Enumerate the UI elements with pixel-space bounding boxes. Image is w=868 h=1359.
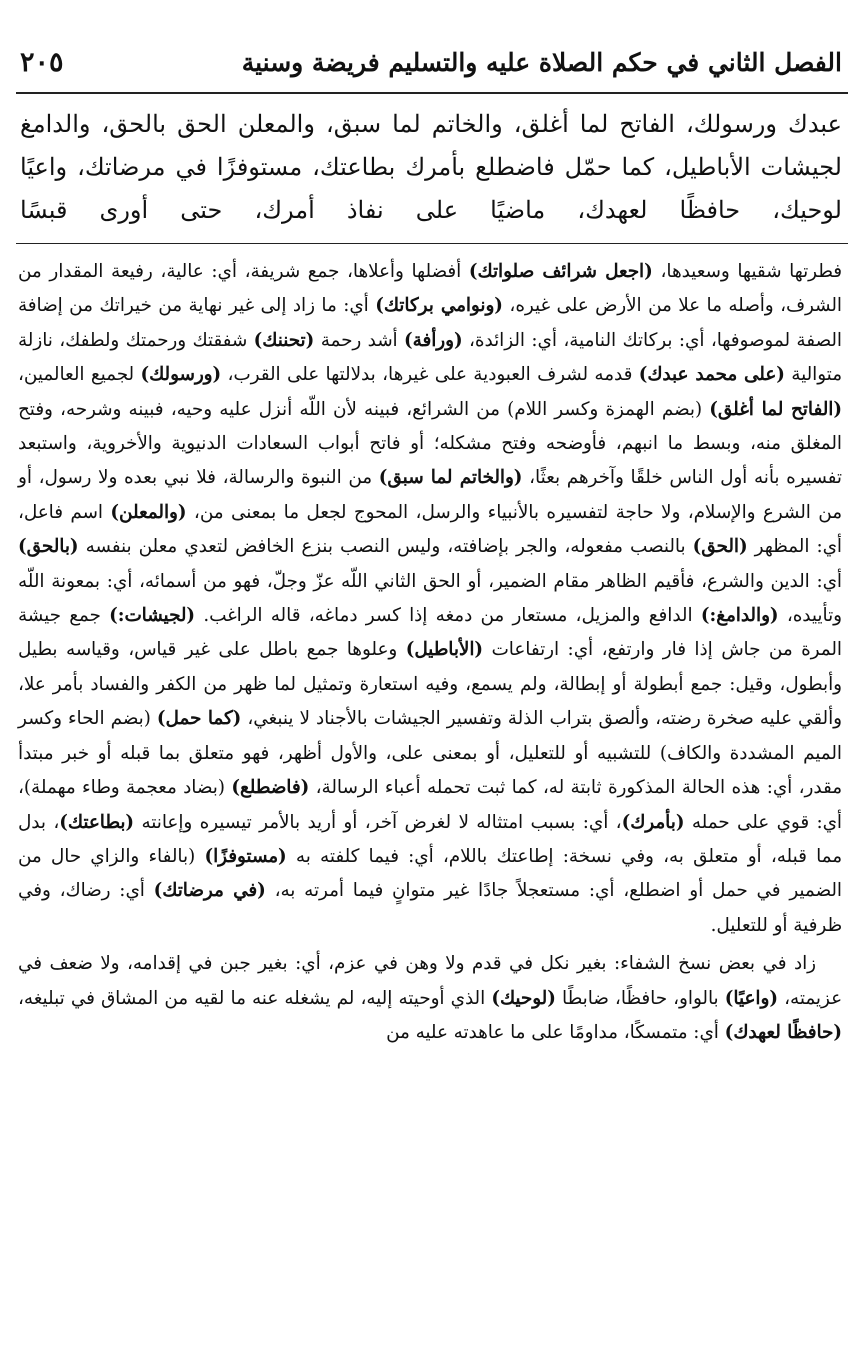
commentary-text: من النبوة والرسالة، فلا نبي بعده ولا رسول، أو من الشرع والإسلام، ولا حاجة لتفسيره بالأنبياء والرسل، المحوج لجعل ما بمعنى من،	[18, 467, 842, 523]
commentary-text: أي: متمسكًا، مداومًا على ما عاهدته عليه من	[386, 1021, 725, 1043]
commentary-text: شفقتك ورحمتك ولطفك، نازلة متوالية	[18, 329, 842, 386]
quoted-phrase: (كما حمل)	[156, 708, 242, 730]
quoted-phrase: (واعيًا)	[724, 987, 778, 1009]
quoted-phrase: (حافظًا لعهدك)	[724, 1021, 842, 1043]
commentary-text: أفضلها وأعلاها، جمع شريفة، أي: عالية، رفيعة المقدار من الشرف، وأصله ما علا من الأرض على غيره،	[18, 261, 842, 317]
quoted-phrase: (ورأفة)	[404, 329, 463, 351]
commentary-block	[18, 255, 842, 1050]
commentary-text: جمع جيشة المرة من جاش إذا فار وارتفع، أي: ارتفاعات	[18, 605, 842, 661]
quoted-phrase: (الأباطيل)	[405, 639, 484, 661]
quoted-phrase: (والمعلن)	[110, 501, 187, 523]
quoted-phrase: (لوحيك)	[491, 987, 556, 1009]
commentary-text: أي: الدين والشرع، فأقيم الظاهر مقام الضمير، أو الحق الثاني اللّه عزّ وجلّ، فهو من أسمائه، أي: بمعونة اللّه وتأييده،	[18, 570, 842, 627]
header-rule	[16, 92, 848, 94]
quoted-phrase: (الفاتح لما أغلق)	[709, 398, 843, 420]
commentary-text: (بضاد معجمة وطاء مهملة)، أي: قوي على حمله	[18, 777, 842, 833]
commentary-separator	[16, 243, 848, 244]
commentary-text: ، أي: بسبب امتثاله لا لغرض آخر، أو أريد بالأمر تيسيره وإعانته	[134, 811, 622, 833]
commentary-text: بالنصب مفعوله، والجر بإضافته، وليس النصب بنزع الخافض لتعدي معلن بنفسه	[78, 536, 693, 558]
commentary-text: زاد في بعض نسخ الشفاء: بغير نكل في قدم ولا وهن في عزم، أي: بغير جبن في إقدامه، ولا ضعف في عزيمته،	[18, 953, 842, 1009]
quoted-phrase: (لجيشات:)	[109, 605, 196, 627]
quoted-phrase: (الحق)	[692, 536, 748, 558]
quoted-phrase: (ونوامي بركاتك)	[375, 295, 503, 317]
quoted-phrase: (ورسولك)	[140, 364, 222, 386]
chapter-title: الفصل الثاني في حكم الصلاة عليه والتسليم فريضة وسنية	[241, 47, 842, 77]
commentary-paragraph-2	[18, 947, 842, 1050]
commentary-text: وعلوها جمع باطل على غير قياس، وقياسه بطيل وأبطول، وقيل: جمع أبطولة أو إبطالة، ولم يسمع، وفيه استعارة وتمثيل لما ظهر من الكفر والفساد بأمر علا، وألقي عليه صخرة رضته، وألصق بتراب الذلة وتفسير الجيشات بالأجناد لا ينبغي،	[18, 639, 842, 730]
commentary-text: (بضم الحاء وكسر الميم المشددة والكاف) للتشبيه أو للتعليل، أو بمعنى على، والأول أظهر، فهو متعلق بما قبله أو خبر مبتدأ مقدر، أي: هذه الحالة المذكورة ثابتة له، كما ثبت تحمله أعباء الرسالة،	[18, 708, 843, 799]
quoted-phrase: (بالحق)	[18, 536, 79, 558]
quoted-phrase: (اجعل شرائف صلواتك)	[468, 261, 653, 282]
commentary-text: بالواو، حافظًا، ضابطًا	[555, 987, 725, 1009]
commentary-text: قدمه لشرف العبودية على غيرها، بدلالتها على القرب،	[221, 364, 639, 386]
page-number: ٢٠٥	[20, 46, 64, 78]
commentary-text: أي: رضاك، وفي ظرفية أو للتعليل.	[18, 880, 842, 936]
quoted-phrase: (تحننك)	[253, 329, 315, 351]
quoted-phrase: (في مرضاتك)	[153, 880, 266, 902]
quoted-phrase: (على محمد عبدك)	[638, 364, 785, 386]
commentary-text: أي: ما زاد إلى غير نهاية من خيراتك من إضافة الصفة لموصوفها، أي: بركاتك النامية، أي: الزائدة،	[18, 295, 842, 351]
commentary-text: ، بدل مما قبله، أو متعلق به، وفي نسخة: إطاعتك باللام، أي: فيما كلفته به	[18, 811, 842, 867]
quoted-phrase: (بأمرك)	[621, 811, 685, 833]
commentary-text: الدافع والمزيل، مستعار من دمغه إذا كسر دماغه، قاله الراغب.	[195, 605, 701, 627]
commentary-text: (بالفاء والزاي حال من الضمير في حمل أو اضطلع، أي: مستعجلاً جادًا غير متوانٍ فيما أمرته به،	[18, 845, 842, 902]
commentary-text: لجميع العالمين،	[18, 364, 141, 386]
quoted-phrase: (بطاعتك)	[59, 811, 135, 833]
commentary-text: الذي أوحيته إليه، لم يشغله عنه ما لقيه من المشاق في تبليغه،	[18, 987, 492, 1009]
commentary-text: فطرتها شقيها وسعيدها،	[652, 261, 843, 282]
quoted-phrase: (فاضطلع)	[231, 777, 310, 799]
commentary-text: اسم فاعل، أي: المظهر	[18, 501, 842, 558]
main-text: عبدك ورسولك، الفاتح لما أغلق، والخاتم لما سبق، والمعلن الحق بالحق، والدامغ لجيشات الأباطيل، كما حمّل فاضطلع بأمرك بطاعتك، مستوفزًا في مرضاتك، واعيًا لوحيك، حافظًا لعهدك، ماضيًا على نفاذ أمرك، حتى أورى قبسًا	[20, 110, 842, 224]
quoted-phrase: (والدامغ:)	[700, 605, 779, 627]
quoted-phrase: (مستوفزًا)	[204, 845, 287, 867]
commentary-text: أشد رحمة	[314, 329, 405, 351]
quoted-phrase: (والخاتم لما سبق)	[378, 467, 523, 489]
page-header	[20, 40, 842, 84]
commentary-paragraph-1	[18, 255, 842, 943]
commentary-text: (بضم الهمزة وكسر اللام) من الشرائع، فبينه لأن اللّه أنزل عليه وحيه، فبينه وشرحه، وفتح المغلق منه، وبسط ما انبهم، فأوضحه وفتح مشكله؛ أو فاتح أبواب السعادات الدنيوية والأخروية، واستبعد تفسيره بأنه أول الناس خلقًا وآخرهم بعثًا،	[18, 398, 843, 489]
main-text-block	[20, 103, 842, 232]
